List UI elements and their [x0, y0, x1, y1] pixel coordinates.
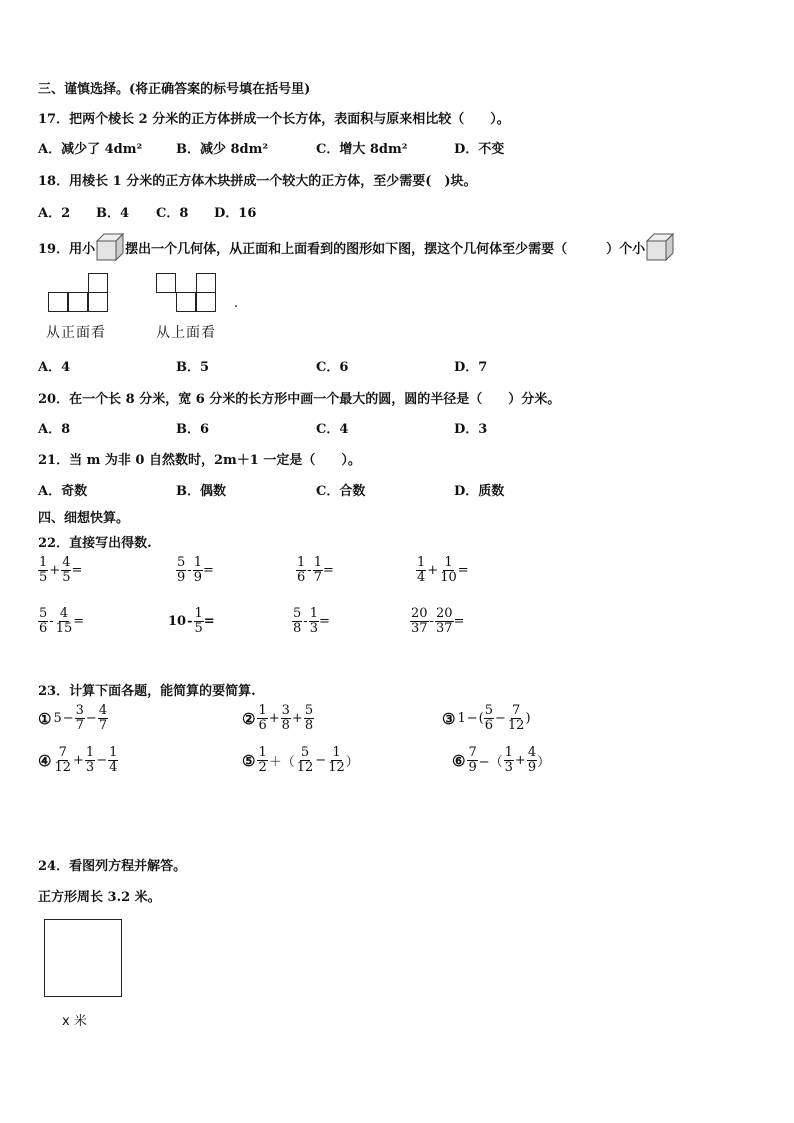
- top-view-label: 从上面看: [156, 325, 216, 341]
- section-title: 四、细想快算。: [38, 511, 130, 526]
- front-view-label: 从正面看: [46, 325, 106, 341]
- question-18: 18．用棱长 1 分米的正方体木块拼成一个较大的正方体，至少需要( )块。: [38, 174, 477, 189]
- q22-item-3: $\frac{1}{6}$ - $\frac{1}{7}$ =: [297, 555, 334, 585]
- q23-expr-5: ⑤ $\frac{1}{2}$ ＋（ $\frac{5}{12}$ − $\frac{1}{12}$ ）: [242, 745, 359, 775]
- q22-item-4: $\frac{1}{4}$ + $\frac{1}{10}$ =: [417, 555, 469, 585]
- q23-expr-1: ① 5 − $\frac{3}{7}$ − $\frac{4}{7}$: [38, 703, 108, 733]
- q19-dot: .: [234, 296, 239, 311]
- question-23: 23．计算下面各题，能简算的要简算.: [38, 684, 256, 699]
- q22-item-1: $\frac{1}{5}$ + $\frac{4}{5}$ =: [39, 555, 83, 585]
- q22-item-6: 10 - $\frac{1}{5}$ =: [168, 606, 215, 636]
- q20-option-d[interactable]: D．3: [454, 422, 488, 437]
- q17-option-b[interactable]: B．减少 8dm²: [176, 142, 269, 157]
- q18-option-b[interactable]: B．4: [96, 206, 130, 221]
- question-24: 24．看图列方程并解答。: [38, 859, 187, 874]
- small-cube-icon: [95, 232, 125, 262]
- q21-option-a[interactable]: A．奇数: [38, 484, 88, 499]
- q18-option-c[interactable]: C．8: [156, 206, 189, 221]
- q17-option-a[interactable]: A．减少了 4dm²: [38, 142, 143, 157]
- side-length-label: x 米: [62, 1014, 87, 1029]
- q19-text-a: 19．用小: [38, 241, 96, 257]
- question-22: 22．直接写出得数.: [38, 536, 152, 551]
- section-title: 三、谨慎选择。(将正确答案的标号填在括号里): [38, 82, 311, 97]
- q19-option-b[interactable]: B．5: [176, 360, 210, 375]
- q22-item-7: $\frac{5}{8}$ - $\frac{1}{3}$ =: [293, 606, 330, 636]
- q21-option-d[interactable]: D．质数: [454, 484, 505, 499]
- small-cube-icon: [645, 232, 675, 262]
- q22-item-2: $\frac{5}{9}$ - $\frac{1}{9}$ =: [177, 555, 214, 585]
- q23-expr-3: ③ 1 − ( $\frac{5}{6}$ − $\frac{7}{12}$ ): [442, 703, 531, 733]
- q23-expr-4: ④ $\frac{7}{12}$ + $\frac{1}{3}$ − $\frac{1}{4}$: [38, 745, 118, 775]
- q17-option-c[interactable]: C．增大 8dm²: [316, 142, 408, 157]
- q22-item-5: $\frac{5}{6}$ - $\frac{4}{15}$ =: [39, 606, 85, 636]
- q20-option-a[interactable]: A．8: [38, 422, 71, 437]
- q20-option-c[interactable]: C．4: [316, 422, 349, 437]
- q21-option-b[interactable]: B．偶数: [176, 484, 226, 499]
- q19-text-b: 摆出一个几何体，从正面和上面看到的图形如下图，摆这个几何体至少需要（ ）个小: [125, 241, 646, 257]
- question-17: 17．把两个棱长 2 分米的正方体拼成一个长方体，表面积与原来相比较（ ）。: [38, 112, 510, 127]
- q17-option-d[interactable]: D．不变: [454, 142, 505, 157]
- square-figure: [44, 919, 122, 997]
- q19-option-a[interactable]: A．4: [38, 360, 71, 375]
- q21-option-c[interactable]: C．合数: [316, 484, 366, 499]
- q18-option-a[interactable]: A．2: [38, 206, 71, 221]
- q19-option-c[interactable]: C．6: [316, 360, 349, 375]
- q23-expr-6: ⑥ $\frac{7}{9}$ −（ $\frac{1}{3}$ + $\frac{4}{9}$ ）: [452, 745, 551, 775]
- question-19: [38, 232, 675, 262]
- q22-item-8: $\frac{20}{37}$ - $\frac{20}{37}$ =: [411, 606, 465, 636]
- q23-expr-2: ② $\frac{1}{6}$ + $\frac{3}{8}$ + $\frac{5}{8}$: [242, 703, 314, 733]
- q18-option-d[interactable]: D．16: [214, 206, 257, 221]
- question-20: 20．在一个长 8 分米，宽 6 分米的长方形中画一个最大的圆，圆的半径是（ ）分米。: [38, 392, 561, 407]
- question-21: 21．当 m 为非 0 自然数时，2m＋1 一定是（ ）。: [38, 453, 361, 468]
- q20-option-b[interactable]: B．6: [176, 422, 210, 437]
- q24-subtext: 正方形周长 3.2 米。: [38, 890, 161, 905]
- q19-option-d[interactable]: D．7: [454, 360, 488, 375]
